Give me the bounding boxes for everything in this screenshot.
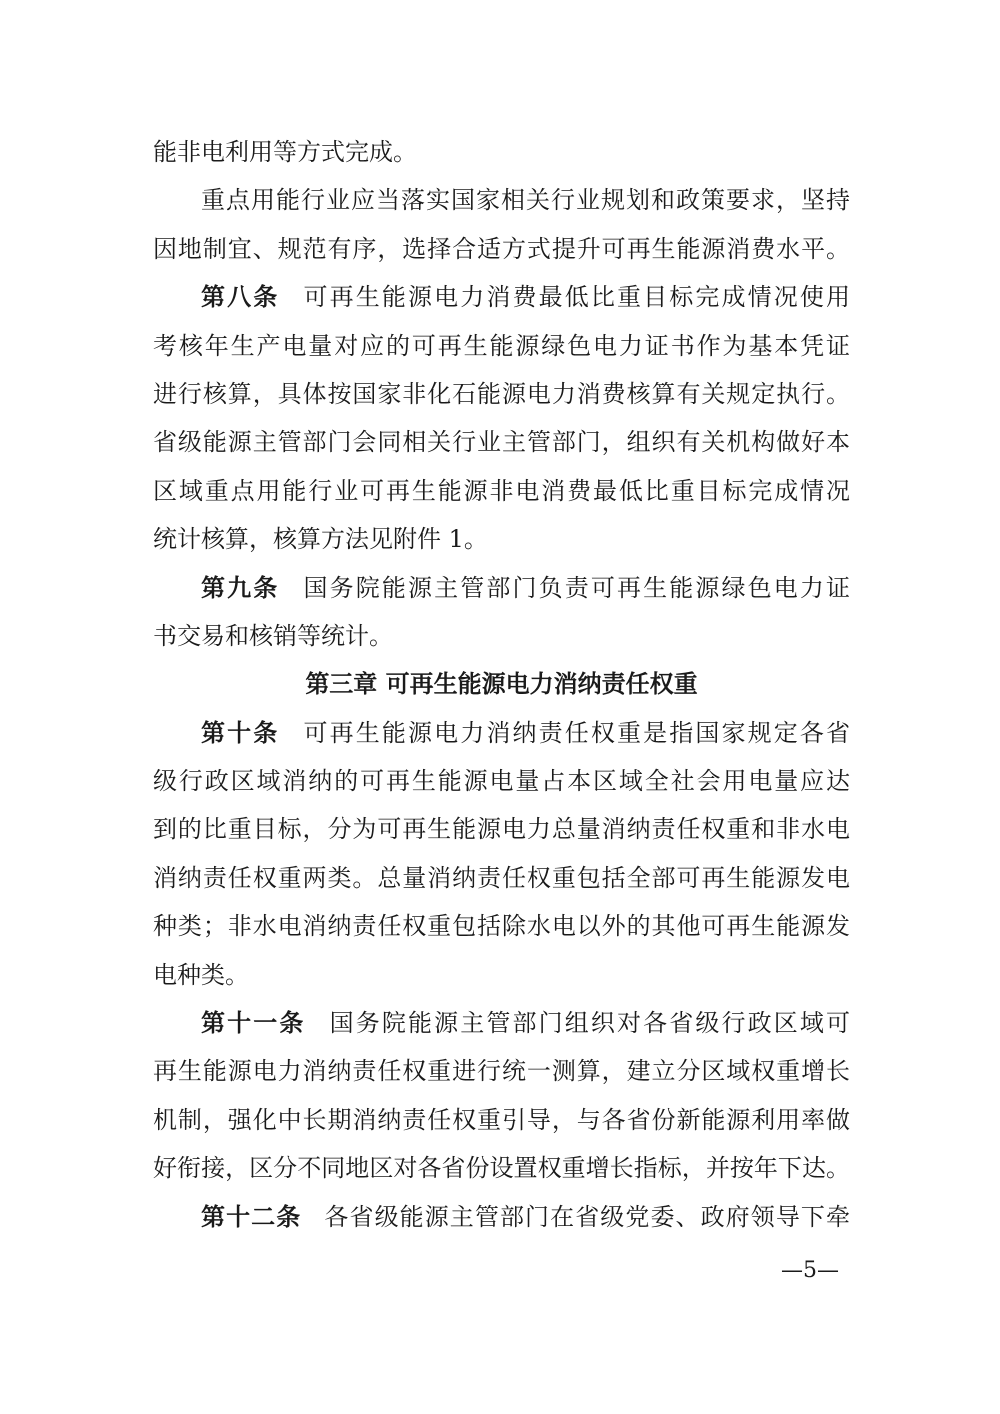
paragraph-line: 能非电利用等方式完成。: [153, 138, 417, 166]
article-12-first-line: [153, 1193, 850, 1241]
paragraph-text: 可再生能源电力消纳责任权重是指国家规定各省: [301, 718, 850, 747]
article-11-first-line: [153, 999, 850, 1047]
article-10-first-line: [153, 709, 850, 757]
paragraph-text: 各省级能源主管部门在省级党委、政府领导下牵: [323, 1202, 851, 1231]
paragraph-text: 国务院能源主管部门负责可再生能源绿色电力证: [301, 573, 850, 602]
paragraph-line: 统计核算，核算方法见附件 1。: [153, 525, 488, 554]
paragraph-line: 省级能源主管部门会同相关行业主管部门，组织有关机构做好本: [153, 428, 850, 457]
chapter-title: 第三章 可再生能源电力消纳责任权重: [305, 670, 698, 699]
article-heading: 第十一条: [201, 1009, 306, 1038]
paragraph-line: 因地制宜、规范有序，选择合适方式提升可再生能源消费水平。: [153, 234, 850, 263]
article-heading: 第八条: [201, 283, 280, 312]
paragraph-line: 进行核算，具体按国家非化石能源电力消费核算有关规定执行。: [153, 379, 850, 408]
paragraph-line: 电种类。: [153, 960, 249, 989]
article-heading: 第十条: [201, 718, 280, 747]
paragraph-text: 可再生能源电力消费最低比重目标完成情况使用: [301, 283, 850, 312]
article-heading: 第九条: [201, 573, 280, 602]
document-body: [153, 128, 850, 1241]
article-9-first-line: [153, 564, 850, 612]
article-heading: 第十二条: [201, 1202, 302, 1231]
paragraph-text: 国务院能源主管部门组织对各省级行政区域可: [327, 1009, 850, 1038]
paragraph-line: 到的比重目标，分为可再生能源电力总量消纳责任权重和非水电: [153, 815, 850, 844]
paragraph-line: 种类；非水电消纳责任权重包括除水电以外的其他可再生能源发: [153, 912, 850, 941]
paragraph-line: 考核年生产电量对应的可再生能源绿色电力证书作为基本凭证: [153, 331, 850, 360]
paragraph-line: 区域重点用能行业可再生能源非电消费最低比重目标完成情况: [153, 476, 850, 505]
paragraph-line: 书交易和核销等统计。: [153, 621, 393, 650]
paragraph-line: 再生能源电力消纳责任权重进行统一测算，建立分区域权重增长: [153, 1057, 850, 1086]
paragraph-line: 好衔接，区分不同地区对各省份设置权重增长指标，并按年下达。: [153, 1154, 850, 1183]
article-8-first-line: [153, 273, 850, 321]
paragraph-line: 级行政区域消纳的可再生能源电量占本区域全社会用电量应达: [153, 767, 850, 796]
paragraph-line: 机制，强化中长期消纳责任权重引导，与各省份新能源利用率做: [153, 1105, 850, 1134]
paragraph-line: 消纳责任权重两类。总量消纳责任权重包括全部可再生能源发电: [153, 863, 850, 892]
paragraph-line: 重点用能行业应当落实国家相关行业规划和政策要求，坚持: [201, 186, 850, 215]
page-number: —5—: [781, 1258, 839, 1283]
